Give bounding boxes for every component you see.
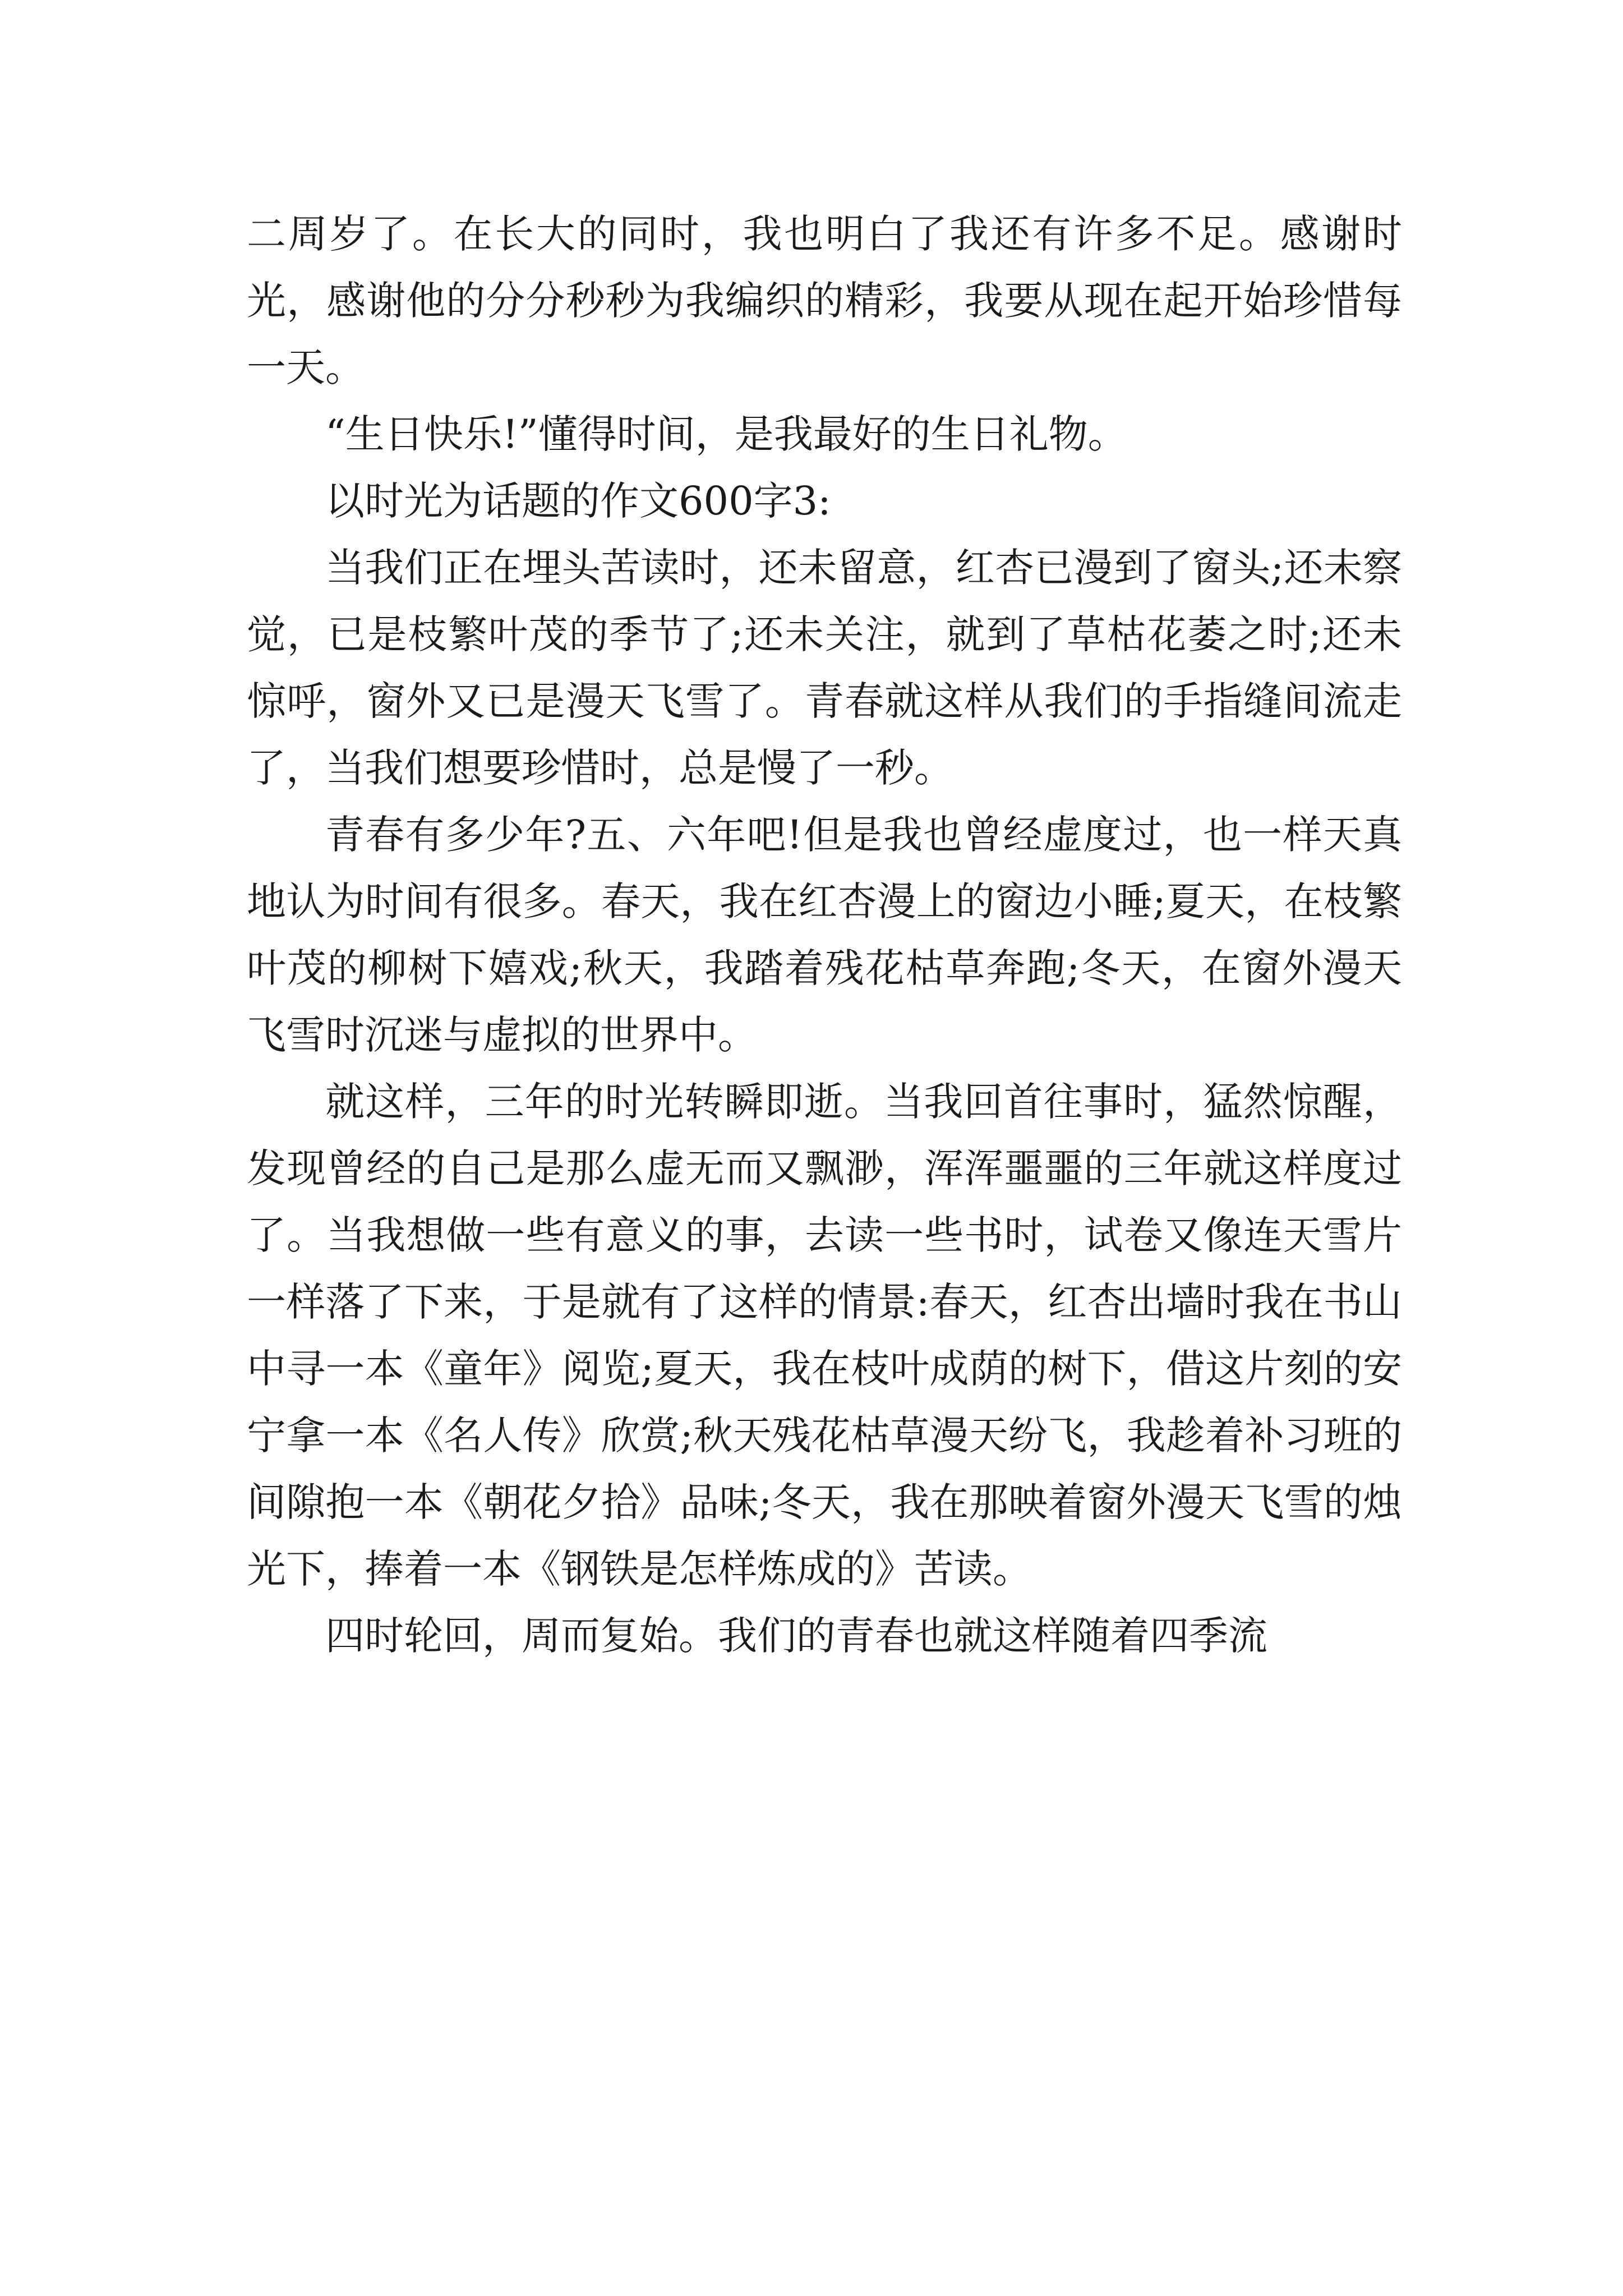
paragraph-7: 四时轮回，周而复始。我们的青春也就这样随着四季流 <box>325 1613 1267 1659</box>
paragraph-6: 就这样，三年的时光转瞬即逝。当我回首往事时，猛然惊醒，发现曾经的自己是那么虚无而又飘渺，浑浑噩噩的三年就这样度过了。当我想做一些有意义的事，去读一些书时，试卷又像连天雪片一样落了下来，于是就有了这样的情景:春天，红杏出墙时我在书山中寻一本《童年》阅览;夏天，我在枝叶成荫的树下，借这片刻的安宁拿一本《名人传》欣赏;秋天残花枯草漫天纷飞，我趁着补习班的间隙抱一本《朝花夕拾》品味;冬天，我在那映着窗外漫天飞雪的烛光下，捧着一本《钢铁是怎样炼成的》苦读。 <box>247 1079 1402 1592</box>
paragraph-2: “生日快乐!”懂得时间，是我最好的生日礼物。 <box>325 411 1127 457</box>
essay-body <box>247 201 1402 1669</box>
paragraph-4: 当我们正在埋头苦读时，还未留意，红杏已漫到了窗头;还未察觉，已是枝繁叶茂的季节了;还未关注，就到了草枯花萎之时;还未惊呼，窗外又已是漫天飞雪了。青春就这样从我们的手指缝间流走了，当我们想要珍惜时，总是慢了一秒。 <box>247 545 1402 791</box>
paragraph-3-heading: 以时光为话题的作文600字3: <box>325 478 831 524</box>
paragraph-5: 青春有多少年?五、六年吧!但是我也曾经虚度过，也一样天真地认为时间有很多。春天，我在红杏漫上的窗边小睡;夏天，在枝繁叶茂的柳树下嬉戏;秋天，我踏着残花枯草奔跑;冬天，在窗外漫天飞雪时沉迷与虚拟的世界中。 <box>247 812 1402 1058</box>
paragraph-1: 二周岁了。在长大的同时，我也明白了我还有许多不足。感谢时光，感谢他的分分秒秒为我编织的精彩，我要从现在起开始珍惜每一天。 <box>247 211 1402 390</box>
